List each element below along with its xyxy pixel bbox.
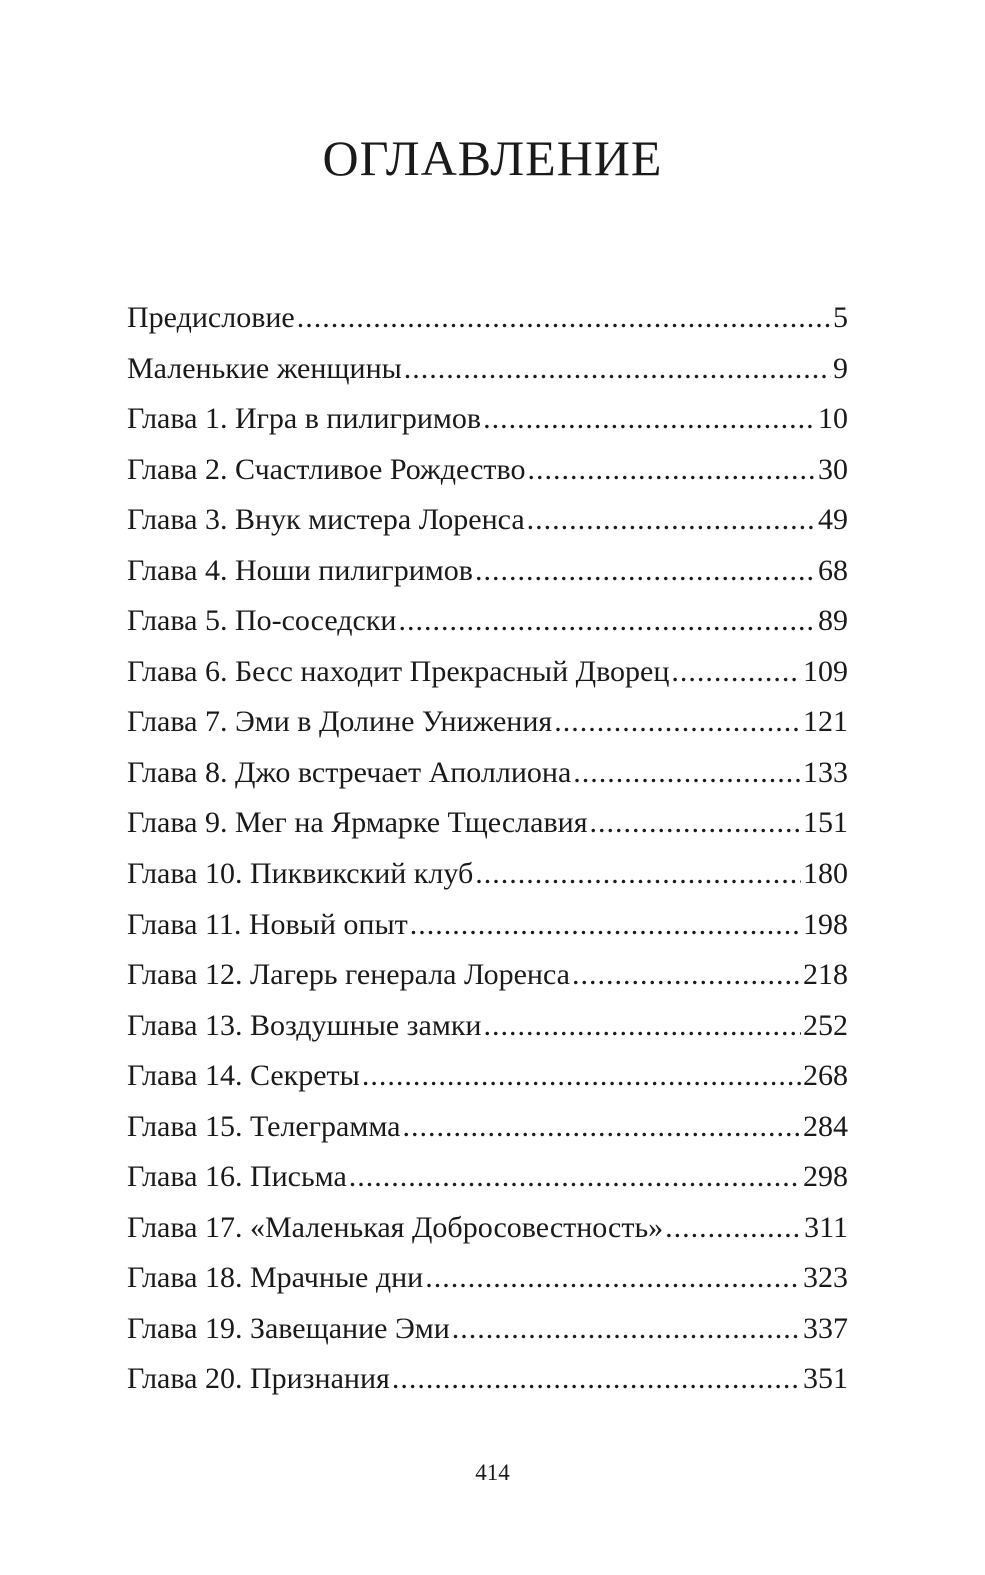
toc-dot-leader xyxy=(573,748,801,798)
toc-dot-leader xyxy=(475,546,816,596)
toc-dot-leader xyxy=(452,1304,801,1354)
toc-entry xyxy=(127,445,848,496)
toc-entry-title: Глава 8. Джо встречает Аполлиона xyxy=(127,755,572,789)
toc-entry-page: 68 xyxy=(818,553,848,587)
toc-entry xyxy=(127,394,848,445)
toc-dot-leader xyxy=(362,1051,801,1101)
toc-dot-leader xyxy=(665,1203,802,1253)
toc-entry-page: 323 xyxy=(803,1261,848,1295)
toc-entry-title: Глава 11. Новый опыт xyxy=(127,907,408,941)
page-title: ОГЛАВЛЕНИЕ xyxy=(322,130,663,186)
toc-entry xyxy=(127,900,848,951)
toc-entry-page: 89 xyxy=(818,604,848,638)
toc-entry-page: 252 xyxy=(803,1008,848,1042)
toc-dot-leader xyxy=(527,495,816,545)
toc-entry-page: 9 xyxy=(833,351,848,385)
toc-entry xyxy=(127,697,848,748)
toc-entry xyxy=(127,1203,848,1254)
toc-entry-page: 268 xyxy=(803,1059,848,1093)
toc-entry xyxy=(127,1001,848,1052)
toc-entry-page: 151 xyxy=(803,806,848,840)
toc-dot-leader xyxy=(527,445,816,495)
toc-entry-page: 180 xyxy=(803,857,848,891)
toc-entry xyxy=(127,293,848,344)
toc-entry-title: Глава 16. Письма xyxy=(127,1160,347,1194)
toc-entry-page: 109 xyxy=(803,654,848,688)
toc-entry xyxy=(127,344,848,395)
toc-dot-leader xyxy=(671,647,801,697)
toc-entry xyxy=(127,647,848,698)
toc-entry-title: Глава 4. Ноши пилигримов xyxy=(127,553,473,587)
toc-dot-leader xyxy=(392,1354,801,1404)
toc-entry xyxy=(127,798,848,849)
toc-entry-title: Глава 1. Игра в пилигримов xyxy=(127,402,482,436)
toc-entry-title: Предисловие xyxy=(127,301,295,334)
toc-entry-page: 10 xyxy=(818,402,848,436)
toc-entry-title: Глава 10. Пиквикский клуб xyxy=(127,857,474,891)
toc-entry xyxy=(127,849,848,900)
toc-entry xyxy=(127,546,848,597)
toc-entry-page: 5 xyxy=(833,301,848,334)
toc-dot-leader xyxy=(483,394,816,444)
toc-entry-page: 133 xyxy=(803,755,848,789)
toc-entry-title: Глава 6. Бесс находит Прекрасный Дворец xyxy=(127,654,670,688)
toc-entry xyxy=(127,748,848,799)
toc-dot-leader xyxy=(475,849,801,899)
toc-entry-page: 198 xyxy=(803,907,848,941)
toc-entry-page: 311 xyxy=(804,1210,848,1244)
toc-entry xyxy=(127,596,848,647)
toc-entry xyxy=(127,1102,848,1153)
toc-entry-title: Глава 19. Завещание Эми xyxy=(127,1311,450,1345)
toc-entry xyxy=(127,1152,848,1203)
toc-entry xyxy=(127,1354,848,1405)
toc-entry-page: 351 xyxy=(803,1362,848,1396)
toc-dot-leader xyxy=(572,950,801,1000)
toc-dot-leader xyxy=(554,697,801,747)
toc-entry-title: Глава 17. «Маленькая Добросовестность» xyxy=(127,1210,664,1244)
table-of-contents xyxy=(127,293,848,1405)
toc-entry-title: Глава 3. Внук мистера Лоренса xyxy=(127,503,525,537)
toc-dot-leader xyxy=(402,1102,801,1152)
toc-dot-leader xyxy=(349,1152,801,1202)
toc-entry-page: 284 xyxy=(803,1109,848,1143)
toc-entry-page: 218 xyxy=(803,958,848,992)
toc-entry xyxy=(127,1253,848,1304)
toc-entry-title: Глава 15. Телеграмма xyxy=(127,1109,401,1143)
toc-dot-leader xyxy=(297,293,831,343)
toc-entry-page: 298 xyxy=(803,1160,848,1194)
toc-entry-title: Глава 14. Секреты xyxy=(127,1059,360,1093)
toc-entry-page: 337 xyxy=(803,1311,848,1345)
toc-entry-page: 121 xyxy=(803,705,848,739)
toc-entry-title: Маленькие женщины xyxy=(127,351,402,385)
toc-entry xyxy=(127,495,848,546)
page-number: 414 xyxy=(475,1460,510,1485)
toc-dot-leader xyxy=(399,596,817,646)
toc-entry-title: Глава 12. Лагерь генерала Лоренса xyxy=(127,958,570,992)
toc-entry-title: Глава 5. По-соседски xyxy=(127,604,397,638)
toc-dot-leader xyxy=(410,900,801,950)
toc-dot-leader xyxy=(483,1001,801,1051)
toc-entry-title: Глава 20. Признания xyxy=(127,1362,390,1396)
toc-dot-leader xyxy=(590,798,802,848)
toc-entry-page: 49 xyxy=(818,503,848,537)
toc-entry xyxy=(127,1051,848,1102)
toc-entry-title: Глава 2. Счастливое Рождество xyxy=(127,452,526,486)
toc-entry-title: Глава 9. Мег на Ярмарке Тщеславия xyxy=(127,806,588,840)
toc-entry xyxy=(127,1304,848,1355)
toc-entry-page: 30 xyxy=(818,452,848,486)
toc-entry-title: Глава 18. Мрачные дни xyxy=(127,1261,424,1295)
toc-dot-leader xyxy=(404,344,831,394)
toc-entry-title: Глава 13. Воздушные замки xyxy=(127,1008,482,1042)
toc-entry xyxy=(127,950,848,1001)
toc-entry-title: Глава 7. Эми в Долине Унижения xyxy=(127,705,553,739)
toc-dot-leader xyxy=(425,1253,801,1303)
